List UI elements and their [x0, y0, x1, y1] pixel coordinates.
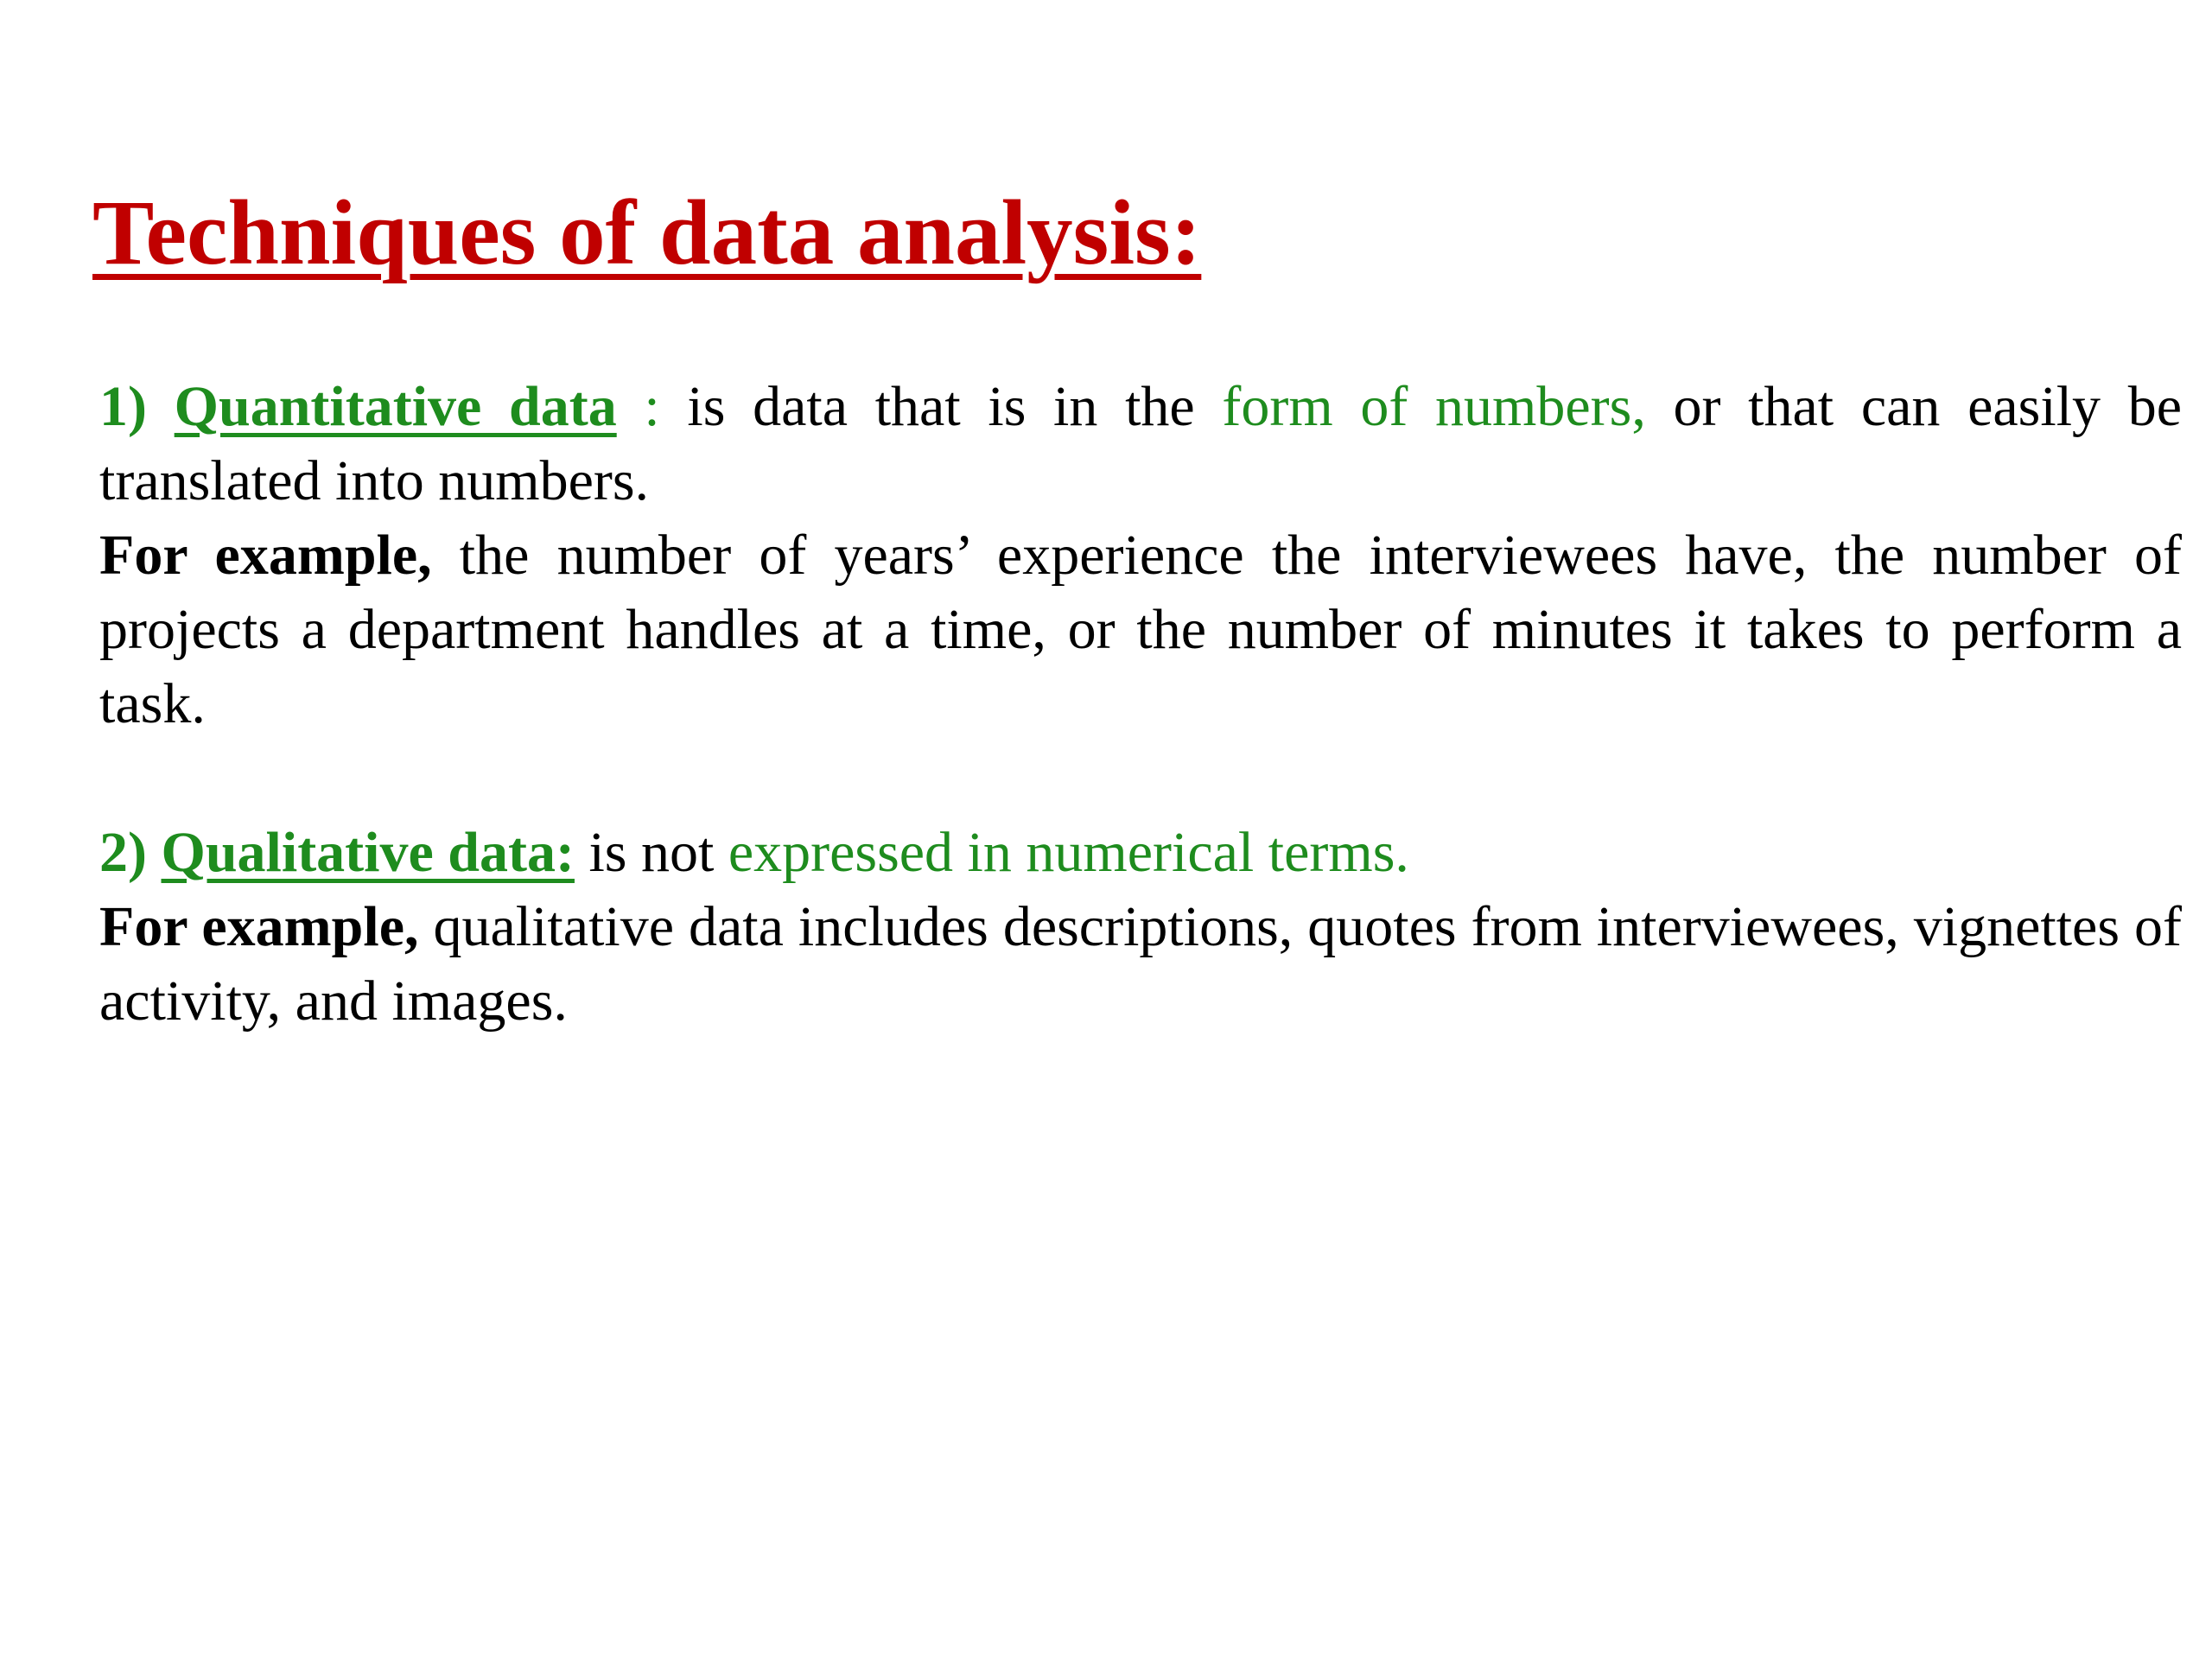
- qualitative-example: [99, 890, 2182, 1039]
- qualitative-term: Qualitative data:: [161, 821, 575, 884]
- quantitative-def-after: or that can easily be translated into numbers.: [99, 375, 2183, 512]
- quantitative-separator: :: [616, 375, 688, 438]
- qualitative-example-text: qualitative data includes descriptions, quotes from interviewees, vignettes of activity, and images.: [99, 895, 2182, 1033]
- qualitative-def-before: is not: [574, 821, 728, 884]
- quantitative-definition: [99, 370, 2182, 518]
- slide-title: Techniques of data analysis:: [92, 182, 1202, 284]
- quantitative-example-label: For example,: [99, 524, 432, 587]
- quantitative-number: 1): [99, 375, 175, 438]
- paragraph-gap: [99, 741, 2182, 816]
- qualitative-number: 2): [99, 821, 162, 884]
- quantitative-def-before: is data that is in the: [687, 375, 1223, 438]
- quantitative-example: [99, 518, 2182, 741]
- qualitative-definition: [99, 816, 2182, 890]
- quantitative-term: Quantitative data: [174, 375, 617, 438]
- quantitative-example-text: the number of years’ experience the interviewees have, the number of projects a department handles at a time, or the number of minutes it takes to perform a task.: [99, 524, 2182, 735]
- qualitative-def-highlight: expressed in numerical terms.: [728, 821, 1409, 884]
- qualitative-example-label: For example,: [99, 895, 419, 958]
- slide-content: [99, 370, 2182, 1039]
- quantitative-def-highlight: form of numbers,: [1222, 375, 1646, 438]
